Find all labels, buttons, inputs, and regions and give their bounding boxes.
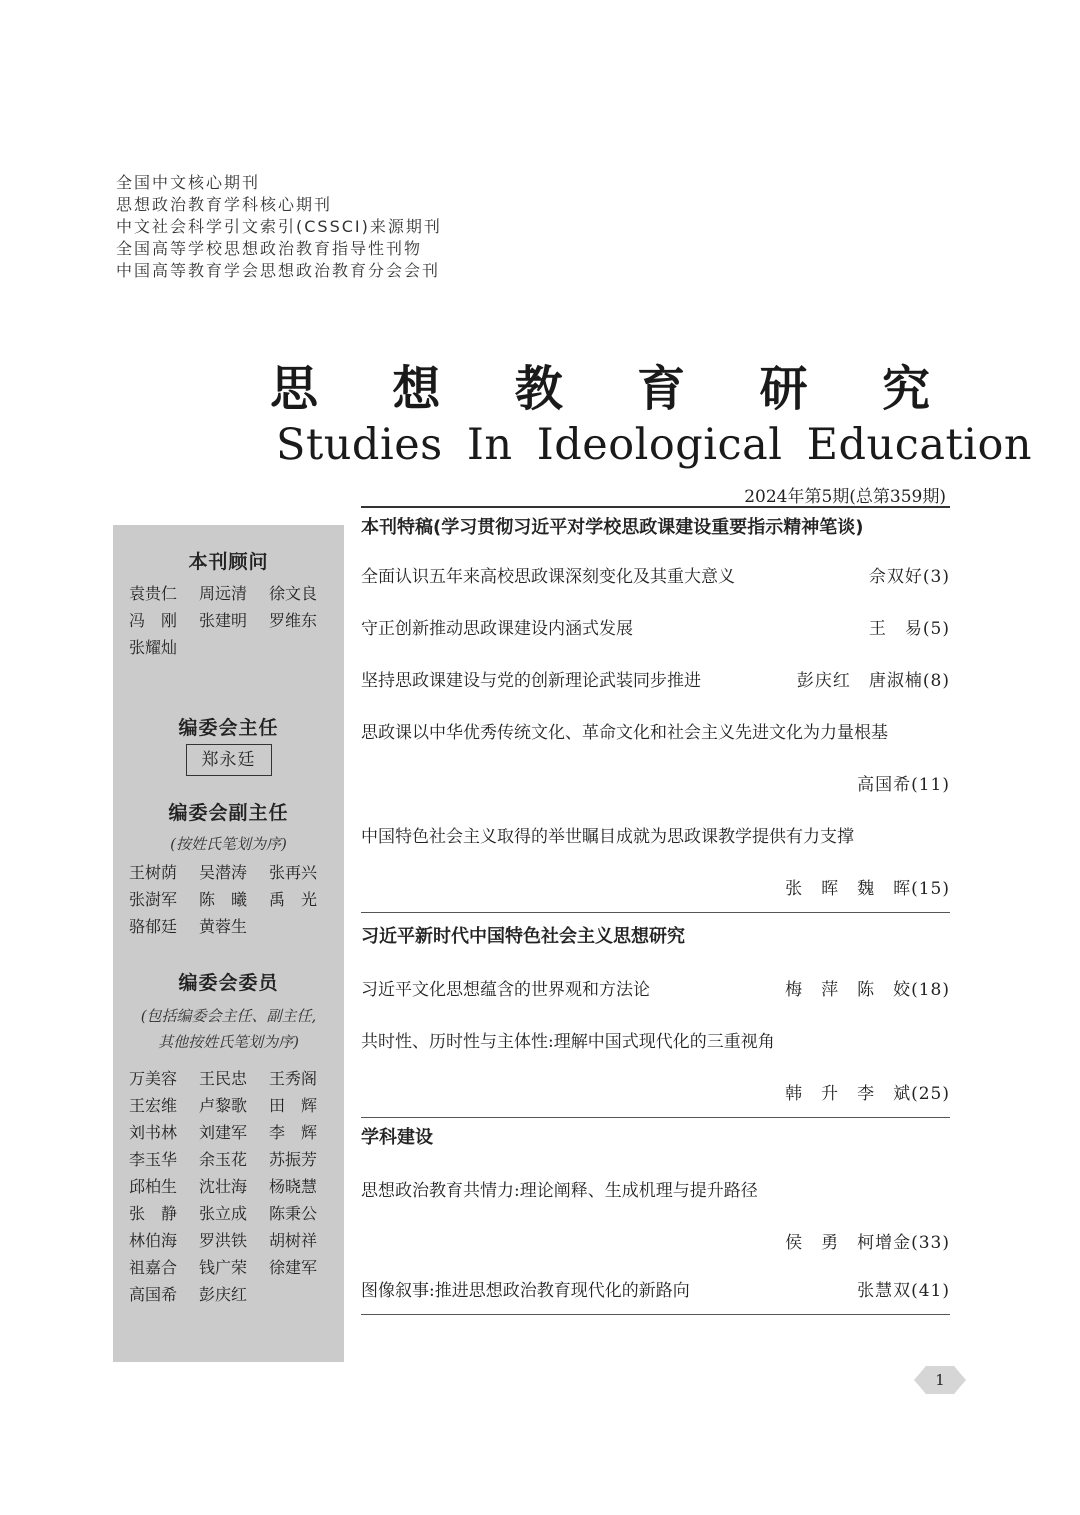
person-name: 余玉花: [199, 1150, 248, 1169]
name-row: [129, 1092, 344, 1119]
article-author-page: 佘双好(3): [868, 566, 950, 587]
article-author-page: 彭庆红 唐淑楠(8): [796, 670, 950, 691]
person-name: 万美容: [129, 1069, 178, 1088]
person-name: 王树荫: [129, 863, 178, 882]
advisors-heading: 本刊顾问: [188, 551, 269, 573]
person-name: 彭庆红: [199, 1285, 248, 1304]
vice-chair-heading: 编委会副主任: [168, 802, 289, 824]
toc-entry[interactable]: [361, 961, 950, 1013]
name-row: [129, 1227, 344, 1254]
indexing-line: 中文社会科学引文索引(CSSCI)来源期刊: [116, 217, 442, 236]
indexing-line: 全国高等学校思想政治教育指导性刊物: [116, 239, 423, 258]
person-name: 卢黎歌: [199, 1096, 248, 1115]
article-author-page: 王 易(5): [868, 618, 950, 639]
person-name: 袁贵仁: [129, 584, 178, 603]
toc-entry[interactable]: [361, 1158, 950, 1218]
person-name: 张立成: [199, 1204, 248, 1223]
indexing-list: [116, 172, 442, 282]
person-name: 李 辉: [269, 1123, 318, 1142]
article-author-page: 张慧双(41): [857, 1280, 950, 1301]
name-row: [129, 1065, 344, 1092]
chair-name: 郑永廷: [186, 744, 272, 776]
person-name: 刘书林: [129, 1123, 178, 1142]
title-char: 育: [637, 361, 686, 417]
article-author-page: 韩 升 李 斌(25): [785, 1083, 950, 1104]
toc-entry[interactable]: [361, 548, 950, 600]
person-name: 王秀阁: [269, 1069, 318, 1088]
members-note: (包括编委会主任、副主任,: [140, 1007, 317, 1025]
toc-entry[interactable]: [361, 600, 950, 652]
table-of-contents: [361, 506, 950, 1315]
indexing-line: 中国高等教育学会思想政治教育分会会刊: [116, 261, 441, 280]
person-name: 骆郁廷: [129, 917, 178, 936]
name-row: [129, 634, 344, 661]
person-name: 吴潜涛: [199, 863, 248, 882]
person-name: 李玉华: [129, 1150, 178, 1169]
person-name: 钱广荣: [199, 1258, 248, 1277]
toc-entry[interactable]: [361, 1013, 950, 1065]
article-title: 图像叙事:推进思想政治教育现代化的新路向: [361, 1280, 690, 1301]
toc-entry[interactable]: [361, 808, 950, 860]
person-name: 刘建军: [199, 1123, 248, 1142]
section-title: 本刊特稿(学习贯彻习近平对学校思政课建设重要指示精神笔谈): [361, 517, 864, 538]
journal-title-english: Studies In Ideological Education: [276, 420, 1033, 470]
toc-entry-author-line: [361, 860, 950, 912]
person-name: 苏振芳: [269, 1150, 318, 1169]
members-note: 其他按姓氏笔划为序): [158, 1033, 299, 1051]
name-row: [129, 1254, 344, 1281]
name-row: [129, 859, 344, 886]
advisors-list: [113, 580, 344, 661]
person-name: 罗洪铁: [199, 1231, 248, 1250]
article-title: 思政课以中华优秀传统文化、革命文化和社会主义先进文化为力量根基: [361, 722, 888, 743]
person-name: 胡树祥: [269, 1231, 318, 1250]
person-name: 沈壮海: [199, 1177, 248, 1196]
person-name: 张 静: [129, 1204, 178, 1223]
person-name: 徐文良: [269, 584, 318, 603]
person-name: 林伯海: [129, 1231, 178, 1250]
person-name: 张建明: [199, 611, 248, 630]
article-title: 守正创新推动思政课建设内涵式发展: [361, 618, 633, 639]
person-name: 张澍军: [129, 890, 178, 909]
person-name: 陈秉公: [269, 1204, 318, 1223]
title-char: 思: [270, 361, 319, 417]
indexing-line: 思想政治教育学科核心期刊: [116, 195, 333, 214]
toc-entry-author-line: [361, 1218, 950, 1262]
name-row: [129, 913, 344, 940]
person-name: 王民忠: [199, 1069, 248, 1088]
name-row: [129, 1146, 344, 1173]
name-row: [129, 1173, 344, 1200]
toc-entry[interactable]: [361, 704, 950, 756]
name-row: [129, 1281, 344, 1308]
title-char: 想: [392, 361, 441, 417]
toc-entry[interactable]: [361, 652, 950, 704]
title-char: 研: [759, 361, 808, 417]
name-row: [129, 1119, 344, 1146]
members-heading: 编委会委员: [178, 972, 279, 994]
article-author-page: 张 晖 魏 晖(15): [785, 878, 950, 899]
name-row: [129, 607, 344, 634]
person-name: 罗维东: [269, 611, 318, 630]
article-title: 共时性、历时性与主体性:理解中国式现代化的三重视角: [361, 1031, 775, 1052]
article-author-page: 高国希(11): [857, 774, 950, 795]
members-list: [113, 1065, 344, 1308]
toc-entry-author-line: [361, 756, 950, 808]
article-title: 全面认识五年来高校思政课深刻变化及其重大意义: [361, 566, 735, 587]
person-name: 张耀灿: [129, 638, 178, 657]
title-char: 教: [514, 361, 563, 417]
section-title: 习近平新时代中国特色社会主义思想研究: [361, 926, 685, 947]
person-name: 禹 光: [269, 890, 318, 909]
person-name: 高国希: [129, 1285, 178, 1304]
person-name: 杨晓慧: [269, 1177, 318, 1196]
page-number-badge: [914, 1366, 966, 1394]
person-name: 田 辉: [269, 1096, 318, 1115]
person-name: 张再兴: [269, 863, 318, 882]
article-author-page: 梅 萍 陈 姣(18): [785, 979, 950, 1000]
article-title: 中国特色社会主义取得的举世瞩目成就为思政课教学提供有力支撑: [361, 826, 854, 847]
person-name: 黄蓉生: [199, 917, 248, 936]
section-title: 学科建设: [361, 1127, 433, 1148]
article-title: 坚持思政课建设与党的创新理论武装同步推进: [361, 670, 701, 691]
chair-heading: 编委会主任: [178, 717, 279, 739]
person-name: 邱柏生: [129, 1177, 178, 1196]
article-author-page: 侯 勇 柯增金(33): [785, 1232, 950, 1253]
editorial-board-sidebar: [113, 525, 344, 1362]
person-name: 祖嘉合: [129, 1258, 178, 1277]
person-name: 王宏维: [129, 1096, 178, 1115]
toc-entry[interactable]: [361, 1262, 950, 1314]
name-row: [129, 580, 344, 607]
vice-chair-list: [113, 859, 344, 940]
page-number: 1: [935, 1371, 945, 1389]
section-divider: [361, 1314, 950, 1315]
person-name: 徐建军: [269, 1258, 318, 1277]
issue-number: 2024年第5期(总第359期): [744, 487, 946, 507]
vice-chair-note: (按姓氏笔划为序): [170, 835, 287, 853]
name-row: [129, 1200, 344, 1227]
article-title: 思想政治教育共情力:理论阐释、生成机理与提升路径: [361, 1180, 758, 1201]
toc-entry-author-line: [361, 1065, 950, 1117]
title-char: 究: [881, 361, 930, 417]
indexing-line: 全国中文核心期刊: [116, 173, 261, 192]
name-row: [129, 886, 344, 913]
article-title: 习近平文化思想蕴含的世界观和方法论: [361, 979, 650, 1000]
person-name: 陈 曦: [199, 890, 248, 909]
person-name: 周远清: [199, 584, 248, 603]
journal-title-chinese: [270, 350, 930, 419]
person-name: 冯 刚: [129, 611, 178, 630]
